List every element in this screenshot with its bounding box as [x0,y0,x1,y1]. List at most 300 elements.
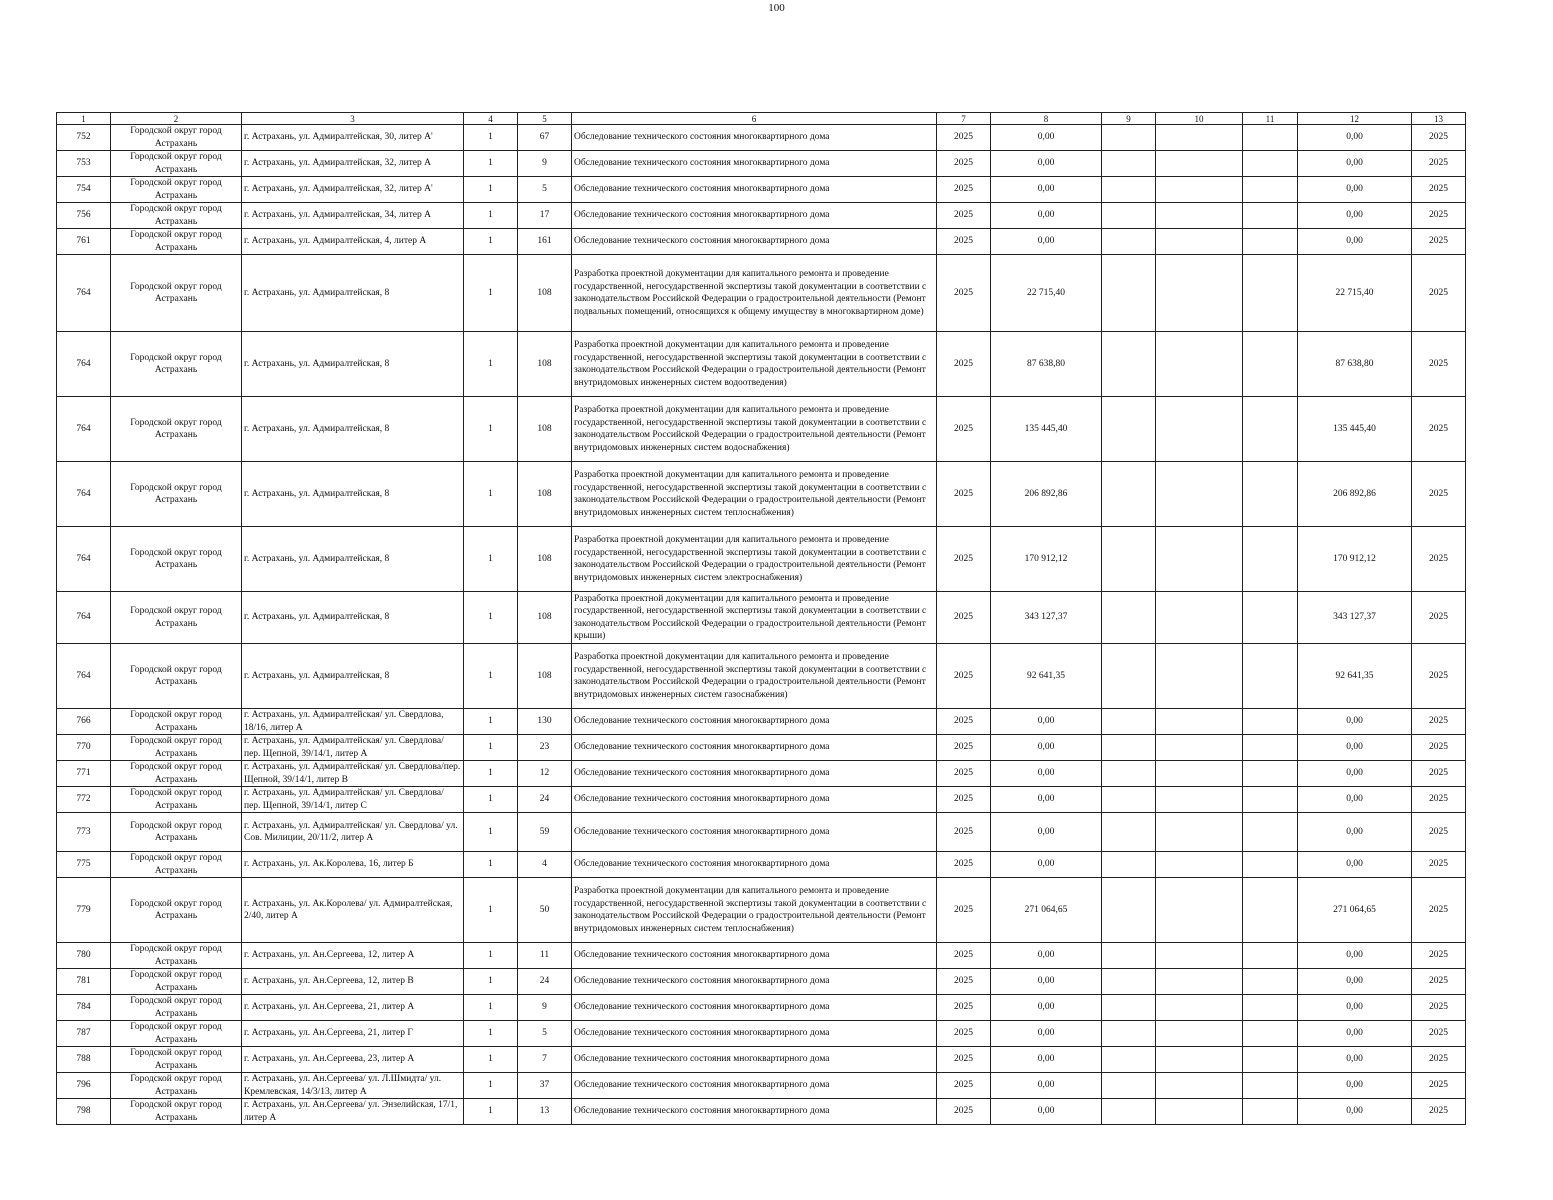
year: 2025 [937,255,991,332]
col-10 [1156,878,1243,943]
completion-year: 2025 [1412,255,1466,332]
year: 2025 [937,943,991,969]
amount-total: 22 715,40 [1298,255,1412,332]
col-5: 11 [518,943,572,969]
completion-year: 2025 [1412,203,1466,229]
table-row [57,1099,1466,1125]
year: 2025 [937,1021,991,1047]
column-header-1: 1 [57,113,111,125]
year: 2025 [937,878,991,943]
col-9 [1102,709,1156,735]
address: г. Астрахань, ул. Ан.Сергеева/ ул. Л.Шмидта/ ул. Кремлевская, 14/3/13, литер А [242,1073,464,1099]
col-11 [1243,852,1298,878]
col-5: 24 [518,787,572,813]
amount: 135 445,40 [991,397,1102,462]
col-9 [1102,527,1156,592]
col-11 [1243,995,1298,1021]
col-10 [1156,761,1243,787]
municipality: Городской округ город Астрахань [111,813,242,852]
row-number: 784 [57,995,111,1021]
municipality: Городской округ город Астрахань [111,969,242,995]
year: 2025 [937,995,991,1021]
col-4: 1 [464,397,518,462]
year: 2025 [937,592,991,644]
amount: 87 638,80 [991,332,1102,397]
municipality: Городской округ город Астрахань [111,709,242,735]
municipality: Городской округ город Астрахань [111,995,242,1021]
work-description: Обследование технического состояния многоквартирного дома [572,852,937,878]
col-5: 130 [518,709,572,735]
table-row [57,1073,1466,1099]
col-10 [1156,255,1243,332]
table-row [57,709,1466,735]
col-11 [1243,527,1298,592]
year: 2025 [937,397,991,462]
col-10 [1156,527,1243,592]
col-10 [1156,125,1243,151]
address: г. Астрахань, ул. Адмиралтейская/ ул. Свердлова, 18/16, литер А [242,709,464,735]
table-row [57,735,1466,761]
row-number: 764 [57,462,111,527]
col-5: 17 [518,203,572,229]
column-header-13: 13 [1412,113,1466,125]
row-number: 798 [57,1099,111,1125]
year: 2025 [937,852,991,878]
amount: 0,00 [991,1021,1102,1047]
work-description: Обследование технического состояния многоквартирного дома [572,1047,937,1073]
col-10 [1156,943,1243,969]
amount-total: 271 064,65 [1298,878,1412,943]
completion-year: 2025 [1412,709,1466,735]
col-4: 1 [464,527,518,592]
col-11 [1243,397,1298,462]
work-description: Разработка проектной документации для капитального ремонта и проведение государственной, негосударственной экспертизы такой документации в соответствии с законодательством Российской Федерации о градостроительной деятельности (Ремонт крыши) [572,592,937,644]
address: г. Астрахань, ул. Адмиралтейская/ ул. Свердлова/ пер. Щепной, 39/14/1, литер А [242,735,464,761]
col-4: 1 [464,813,518,852]
amount: 0,00 [991,229,1102,255]
amount-total: 0,00 [1298,1073,1412,1099]
address: г. Астрахань, ул. Адмиралтейская, 30, литер А' [242,125,464,151]
amount-total: 0,00 [1298,969,1412,995]
col-9 [1102,969,1156,995]
address: г. Астрахань, ул. Ан.Сергеева, 21, литер А [242,995,464,1021]
row-number: 796 [57,1073,111,1099]
amount: 0,00 [991,735,1102,761]
col-11 [1243,787,1298,813]
column-header-7: 7 [937,113,991,125]
col-10 [1156,995,1243,1021]
amount-total: 0,00 [1298,1021,1412,1047]
table-row [57,527,1466,592]
address: г. Астрахань, ул. Адмиралтейская, 8 [242,397,464,462]
col-5: 5 [518,1021,572,1047]
column-header-10: 10 [1156,113,1243,125]
col-4: 1 [464,177,518,203]
row-number: 779 [57,878,111,943]
year: 2025 [937,761,991,787]
address: г. Астрахань, ул. Адмиралтейская, 8 [242,255,464,332]
municipality: Городской округ город Астрахань [111,462,242,527]
amount: 0,00 [991,203,1102,229]
col-11 [1243,761,1298,787]
amount-total: 206 892,86 [1298,462,1412,527]
col-10 [1156,1021,1243,1047]
amount: 271 064,65 [991,878,1102,943]
amount-total: 0,00 [1298,151,1412,177]
address: г. Астрахань, ул. Ан.Сергеева, 12, литер А [242,943,464,969]
address: г. Астрахань, ул. Адмиралтейская, 34, литер А [242,203,464,229]
col-10 [1156,852,1243,878]
work-description: Обследование технического состояния многоквартирного дома [572,787,937,813]
page-number: 100 [768,2,785,14]
year: 2025 [937,1073,991,1099]
col-11 [1243,462,1298,527]
row-number: 772 [57,787,111,813]
work-description: Обследование технического состояния многоквартирного дома [572,177,937,203]
row-number: 761 [57,229,111,255]
column-header-5: 5 [518,113,572,125]
col-9 [1102,462,1156,527]
col-4: 1 [464,709,518,735]
work-description: Обследование технического состояния многоквартирного дома [572,995,937,1021]
row-number: 764 [57,527,111,592]
municipality: Городской округ город Астрахань [111,397,242,462]
col-5: 4 [518,852,572,878]
municipality: Городской округ город Астрахань [111,787,242,813]
col-11 [1243,255,1298,332]
table-row [57,852,1466,878]
municipality: Городской округ город Астрахань [111,644,242,709]
amount-total: 0,00 [1298,203,1412,229]
row-number: 764 [57,332,111,397]
amount: 0,00 [991,1047,1102,1073]
col-10 [1156,787,1243,813]
address: г. Астрахань, ул. Адмиралтейская, 32, литер А [242,151,464,177]
work-description: Разработка проектной документации для капитального ремонта и проведение государственной, негосударственной экспертизы такой документации в соответствии с законодательством Российской Федерации о градостроительной деятельности (Ремонт внутридомовых инженерных систем электроснабжения) [572,527,937,592]
row-number: 754 [57,177,111,203]
year: 2025 [937,332,991,397]
year: 2025 [937,177,991,203]
work-description: Разработка проектной документации для капитального ремонта и проведение государственной, негосударственной экспертизы такой документации в соответствии с законодательством Российской Федерации о градостроительной деятельности (Ремонт внутридомовых инженерных систем водоснабжения) [572,397,937,462]
year: 2025 [937,813,991,852]
col-9 [1102,761,1156,787]
municipality: Городской округ город Астрахань [111,1099,242,1125]
col-9 [1102,852,1156,878]
year: 2025 [937,1047,991,1073]
amount-total: 0,00 [1298,1047,1412,1073]
col-11 [1243,332,1298,397]
address: г. Астрахань, ул. Ак.Королева, 16, литер Б [242,852,464,878]
table-row [57,969,1466,995]
col-4: 1 [464,1099,518,1125]
amount: 343 127,37 [991,592,1102,644]
row-number: 756 [57,203,111,229]
table-row [57,761,1466,787]
col-4: 1 [464,995,518,1021]
year: 2025 [937,709,991,735]
header-row [57,113,1466,125]
municipality: Городской округ город Астрахань [111,1021,242,1047]
column-header-11: 11 [1243,113,1298,125]
column-header-12: 12 [1298,113,1412,125]
amount-total: 343 127,37 [1298,592,1412,644]
col-9 [1102,229,1156,255]
amount-total: 87 638,80 [1298,332,1412,397]
col-5: 9 [518,151,572,177]
col-9 [1102,1099,1156,1125]
row-number: 752 [57,125,111,151]
table-row [57,255,1466,332]
amount: 0,00 [991,995,1102,1021]
year: 2025 [937,151,991,177]
col-5: 23 [518,735,572,761]
col-11 [1243,969,1298,995]
work-description: Обследование технического состояния многоквартирного дома [572,203,937,229]
completion-year: 2025 [1412,125,1466,151]
col-5: 7 [518,1047,572,1073]
col-11 [1243,125,1298,151]
municipality: Городской округ город Астрахань [111,1073,242,1099]
amount: 0,00 [991,969,1102,995]
capital-repair-table [56,112,1466,1125]
col-11 [1243,943,1298,969]
col-11 [1243,709,1298,735]
row-number: 787 [57,1021,111,1047]
col-10 [1156,229,1243,255]
address: г. Астрахань, ул. Адмиралтейская, 8 [242,527,464,592]
col-4: 1 [464,462,518,527]
year: 2025 [937,229,991,255]
row-number: 788 [57,1047,111,1073]
work-description: Разработка проектной документации для капитального ремонта и проведение государственной, негосударственной экспертизы такой документации в соответствии с законодательством Российской Федерации о градостроительной деятельности (Ремонт подвальных помещений, относящихся к общему имуществу в многоквартирном доме) [572,255,937,332]
amount-total: 0,00 [1298,852,1412,878]
column-header-3: 3 [242,113,464,125]
column-header-9: 9 [1102,113,1156,125]
completion-year: 2025 [1412,1047,1466,1073]
col-10 [1156,592,1243,644]
year: 2025 [937,644,991,709]
completion-year: 2025 [1412,397,1466,462]
column-header-2: 2 [111,113,242,125]
municipality: Городской округ город Астрахань [111,1047,242,1073]
amount-total: 0,00 [1298,813,1412,852]
completion-year: 2025 [1412,787,1466,813]
table-row [57,878,1466,943]
col-9 [1102,995,1156,1021]
amount-total: 92 641,35 [1298,644,1412,709]
col-10 [1156,644,1243,709]
col-9 [1102,255,1156,332]
work-description: Обследование технического состояния многоквартирного дома [572,1099,937,1125]
completion-year: 2025 [1412,813,1466,852]
amount-total: 0,00 [1298,735,1412,761]
col-11 [1243,177,1298,203]
completion-year: 2025 [1412,969,1466,995]
col-9 [1102,177,1156,203]
completion-year: 2025 [1412,644,1466,709]
amount: 0,00 [991,177,1102,203]
completion-year: 2025 [1412,943,1466,969]
col-9 [1102,1073,1156,1099]
amount: 0,00 [991,709,1102,735]
col-4: 1 [464,735,518,761]
col-9 [1102,1047,1156,1073]
col-9 [1102,1021,1156,1047]
address: г. Астрахань, ул. Адмиралтейская, 8 [242,462,464,527]
amount: 0,00 [991,1073,1102,1099]
year: 2025 [937,527,991,592]
table-row [57,787,1466,813]
completion-year: 2025 [1412,735,1466,761]
completion-year: 2025 [1412,852,1466,878]
year: 2025 [937,462,991,527]
col-4: 1 [464,1073,518,1099]
col-4: 1 [464,255,518,332]
col-10 [1156,969,1243,995]
col-4: 1 [464,1047,518,1073]
completion-year: 2025 [1412,177,1466,203]
col-9 [1102,878,1156,943]
amount: 0,00 [991,813,1102,852]
work-description: Обследование технического состояния многоквартирного дома [572,1021,937,1047]
col-10 [1156,151,1243,177]
table-row [57,125,1466,151]
col-4: 1 [464,787,518,813]
col-4: 1 [464,592,518,644]
work-description: Разработка проектной документации для капитального ремонта и проведение государственной, негосударственной экспертизы такой документации в соответствии с законодательством Российской Федерации о градостроительной деятельности (Ремонт внутридомовых инженерных систем водоотведения) [572,332,937,397]
work-description: Обследование технического состояния многоквартирного дома [572,943,937,969]
table-row [57,397,1466,462]
row-number: 753 [57,151,111,177]
col-9 [1102,151,1156,177]
completion-year: 2025 [1412,1073,1466,1099]
col-4: 1 [464,761,518,787]
municipality: Городской округ город Астрахань [111,527,242,592]
table-row [57,592,1466,644]
work-description: Обследование технического состояния многоквартирного дома [572,969,937,995]
col-5: 59 [518,813,572,852]
completion-year: 2025 [1412,332,1466,397]
col-10 [1156,177,1243,203]
address: г. Астрахань, ул. Адмиралтейская/ ул. Свердлова/ ул. Сов. Милиции, 20/11/2, литер А [242,813,464,852]
table-row [57,332,1466,397]
work-description: Обследование технического состояния многоквартирного дома [572,761,937,787]
col-9 [1102,943,1156,969]
completion-year: 2025 [1412,1021,1466,1047]
col-11 [1243,1047,1298,1073]
work-description: Обследование технического состояния многоквартирного дома [572,229,937,255]
municipality: Городской округ город Астрахань [111,878,242,943]
address: г. Астрахань, ул. Адмиралтейская, 8 [242,592,464,644]
row-number: 764 [57,255,111,332]
year: 2025 [937,125,991,151]
col-5: 108 [518,397,572,462]
col-5: 24 [518,969,572,995]
col-4: 1 [464,151,518,177]
address: г. Астрахань, ул. Адмиралтейская, 8 [242,644,464,709]
completion-year: 2025 [1412,995,1466,1021]
work-description: Обследование технического состояния многоквартирного дома [572,1073,937,1099]
amount: 0,00 [991,151,1102,177]
col-5: 108 [518,255,572,332]
table-row [57,1021,1466,1047]
table-row [57,151,1466,177]
work-description: Разработка проектной документации для капитального ремонта и проведение государственной, негосударственной экспертизы такой документации в соответствии с законодательством Российской Федерации о градостроительной деятельности (Ремонт внутридомовых инженерных систем теплоснабжения) [572,878,937,943]
work-description: Обследование технического состояния многоквартирного дома [572,151,937,177]
address: г. Астрахань, ул. Ан.Сергеева, 21, литер Г [242,1021,464,1047]
address: г. Астрахань, ул. Адмиралтейская/ ул. Свердлова/пер. Щепной, 39/14/1, литер В [242,761,464,787]
col-10 [1156,709,1243,735]
table-row [57,229,1466,255]
work-description: Обследование технического состояния многоквартирного дома [572,735,937,761]
table-row [57,995,1466,1021]
col-5: 161 [518,229,572,255]
table-row [57,462,1466,527]
municipality: Городской округ город Астрахань [111,229,242,255]
municipality: Городской округ город Астрахань [111,151,242,177]
col-5: 12 [518,761,572,787]
completion-year: 2025 [1412,761,1466,787]
year: 2025 [937,969,991,995]
completion-year: 2025 [1412,151,1466,177]
col-9 [1102,592,1156,644]
col-4: 1 [464,644,518,709]
address: г. Астрахань, ул. Адмиралтейская, 4, литер А [242,229,464,255]
completion-year: 2025 [1412,878,1466,943]
address: г. Астрахань, ул. Ан.Сергеева, 12, литер В [242,969,464,995]
work-description: Разработка проектной документации для капитального ремонта и проведение государственной, негосударственной экспертизы такой документации в соответствии с законодательством Российской Федерации о градостроительной деятельности (Ремонт внутридомовых инженерных систем теплоснабжения) [572,462,937,527]
col-5: 37 [518,1073,572,1099]
col-9 [1102,735,1156,761]
row-number: 764 [57,592,111,644]
col-10 [1156,1047,1243,1073]
col-9 [1102,203,1156,229]
amount: 0,00 [991,125,1102,151]
col-4: 1 [464,203,518,229]
year: 2025 [937,203,991,229]
col-10 [1156,1099,1243,1125]
completion-year: 2025 [1412,462,1466,527]
address: г. Астрахань, ул. Ак.Королева/ ул. Адмиралтейская, 2/40, литер А [242,878,464,943]
amount: 0,00 [991,1099,1102,1125]
amount-total: 0,00 [1298,787,1412,813]
year: 2025 [937,735,991,761]
amount: 170 912,12 [991,527,1102,592]
address: г. Астрахань, ул. Адмиралтейская, 8 [242,332,464,397]
col-5: 50 [518,878,572,943]
municipality: Городской округ город Астрахань [111,255,242,332]
col-11 [1243,735,1298,761]
amount: 92 641,35 [991,644,1102,709]
row-number: 773 [57,813,111,852]
amount-total: 0,00 [1298,125,1412,151]
row-number: 770 [57,735,111,761]
col-11 [1243,151,1298,177]
col-11 [1243,203,1298,229]
amount-total: 0,00 [1298,995,1412,1021]
col-10 [1156,813,1243,852]
row-number: 764 [57,644,111,709]
col-5: 108 [518,527,572,592]
row-number: 766 [57,709,111,735]
work-description: Обследование технического состояния многоквартирного дома [572,125,937,151]
col-10 [1156,1073,1243,1099]
table-row [57,203,1466,229]
work-description: Обследование технического состояния многоквартирного дома [572,709,937,735]
col-4: 1 [464,229,518,255]
column-header-6: 6 [572,113,937,125]
col-5: 5 [518,177,572,203]
